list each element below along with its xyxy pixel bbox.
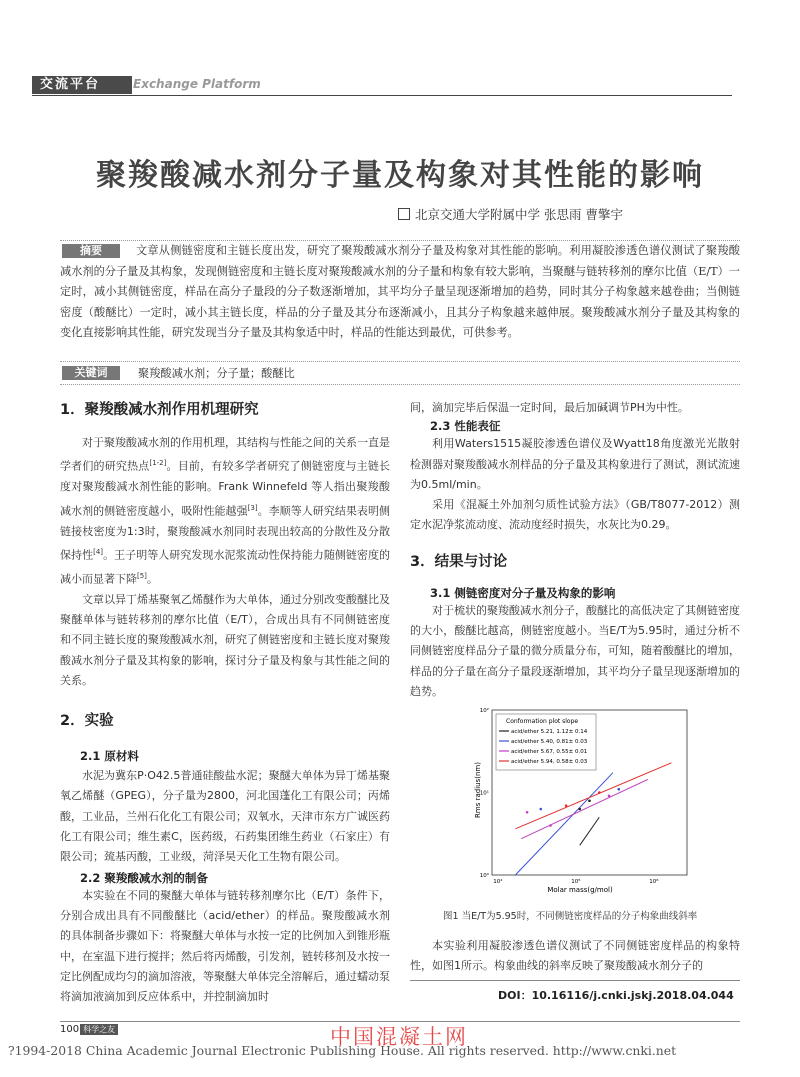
section-2-1-paragraph: 水泥为冀东P·O42.5普通硅酸盐水泥；聚醚大单体为异丁烯基聚氧乙烯醚（GPEG），分子量为2800，河北国蓬化工有限公司；丙烯酸，工业品，兰州石化化工有限公司；双氧水，天津市东方广诚医药化工有限公司；维生素C，医药级，石药集团维生药业（石家庄）有限公司；巯基丙酸，工业级，菏泽昊天化工生物有限公司。 <box>60 769 390 864</box>
x-axis-label: Molar mass(g/mol) <box>547 886 613 894</box>
left-column <box>60 398 390 1007</box>
abstract-bottom-rule <box>60 361 740 362</box>
watermark: 中国混凝土网 <box>330 1025 468 1049</box>
data-point <box>598 791 601 794</box>
data-point <box>539 808 542 811</box>
citation-ref: [1-2] <box>149 459 167 468</box>
legend-entry: acid/ether 5.67, 0.55± 0.01 <box>511 749 588 755</box>
data-point <box>526 811 529 814</box>
section-2-3-paragraph-2: 采用《混凝土外加剂匀质性试验方法》（GB/T8077-2012）测定水泥净浆流动度、流动度经时损失，水灰比为0.29。 <box>410 498 740 532</box>
section-1-paragraph-1: 对于聚羧酸减水剂的作用机理，其结构与性能之间的关系一直是学者们的研究热点[1-2]。目前，有较多学者研究了侧链密度与主链长度对聚羧酸减水剂性能的影响。Frank Winnefeld 等人指出聚羧酸减水剂的侧链密度越小，吸附性能越强[3]。李顺等人研究结果表明侧链接枝密度为1:3时，聚羧酸减水剂同时表现出较高的分散性及分散保持性[4]。王子明等人研究发现水泥浆流动性保持能力随侧链密度的减小而显著下降[5]。 <box>60 436 391 586</box>
figure-1 <box>470 700 700 895</box>
legend-entry: acid/ether 5.40, 0.81± 0.03 <box>511 739 588 745</box>
x-tick-label: 10⁴ <box>493 879 503 885</box>
paper-title: 聚羧酸减水剂分子量及构象对其性能的影响 <box>96 158 704 193</box>
data-point <box>617 788 620 791</box>
y-tick-label: 10¹ <box>479 790 489 797</box>
section-2-3-title: 2.3 性能表征 <box>430 419 501 434</box>
section-1-paragraph-2: 文章以异丁烯基聚氧乙烯醚作为大单体，通过分别改变酸醚比及聚醚单体与链转移剂的摩尔比值（E/T），合成出具有不同侧链密度和不同主链长度的聚羧酸减水剂，研究了侧链密度和主链长度对聚羧酸减水剂分子量及其构象的影响，探讨分子量及构象与其性能之间的关系。 <box>60 592 390 687</box>
keywords-rule <box>60 384 740 385</box>
section-3-title: 3．结果与讨论 <box>410 553 508 570</box>
section-3-1-paragraph: 对于梳状的聚羧酸减水剂分子，酸醚比的高低决定了其侧链密度的大小，酸醚比越高，侧链密度越小。当E/T为5.95时，通过分析不同侧链密度样品分子量的微分质量分布，可知，随着酸醚比的增加，样品的分子量在高分子量段逐渐增加，其平均分子量呈现逐渐增加的趋势。 <box>410 603 740 698</box>
y-axis-label: Rms radius(nm) <box>474 762 482 818</box>
doi-rule <box>410 980 740 981</box>
after-figure <box>410 936 740 977</box>
y-tick-label: 10⁰ <box>479 873 489 879</box>
square-icon <box>398 208 410 220</box>
data-point <box>588 799 591 802</box>
journal-tag: 科学之友 <box>80 1024 118 1035</box>
data-point <box>608 795 611 798</box>
citation-ref: [5] <box>137 571 147 580</box>
data-point <box>565 804 568 807</box>
section-2-1-title: 2.1 原材料 <box>80 749 139 764</box>
page-number <box>60 1024 118 1035</box>
section-2-title: 2．实验 <box>60 713 114 730</box>
keywords-label: 关键词 <box>62 366 120 380</box>
legend-entry: acid/ether 5.21, 1.12± 0.14 <box>511 729 588 735</box>
abstract-text: 文章从侧链密度和主链长度出发，研究了聚羧酸减水剂分子量及构象对其性能的影响。利用凝胶渗透色谱仪测试了聚羧酸减水剂的分子量及其构象，发现侧链密度和主链长度对聚羧酸减水剂的分子量和构象有较大影响，当聚醚与链转移剂的摩尔比值（E/T）一定时，减小其侧链密度，样品在高分子量段的分子数逐渐增加，其平均分子量呈现逐渐增加的趋势，同时其分子构象越来越卷曲；当侧链密度（酸醚比）一定时，减小其主链长度，样品的分子量及其分布逐渐减小，且其分子构象越来越伸展。聚羧酸减水剂分子量及其构象的变化直接影响其性能，研究发现当分子量及其构象适中时，样品的性能达到最优，可供参考。 <box>60 244 740 340</box>
section-1-title: 1．聚羧酸减水剂作用机理研究 <box>60 402 259 418</box>
citation-ref: [3] <box>247 503 258 512</box>
copyright-footer: ?1994-2018 China Academic Journal Electronic Publishing House. All rights reserved. http://www.cnki.net <box>8 1043 677 1058</box>
section-2-3-paragraph-1: 利用Waters1515凝胶渗透色谱仪及Wyatt18角度激光光散射检测器对聚羧酸减水剂样品的分子量及其构象进行了测试，测试流速为0.5ml/min。 <box>410 437 740 491</box>
doi: DOI：10.16116/j.cnki.jskj.2018.04.044 <box>498 989 734 1002</box>
legend-title: Conformation plot slope <box>506 718 579 725</box>
section-label: 交流平台 <box>32 76 132 94</box>
after-figure-paragraph: 本实验利用凝胶渗透色谱仪测试了不同侧链密度样品的构象特性，如图1所示。构象曲线的斜率反映了聚羧酸减水剂分子的 <box>410 939 740 973</box>
figure-caption: 图1 当E/T为5.95时，不同侧链密度样品的分子构象曲线斜率 <box>443 911 698 922</box>
section-2-2-title: 2.2 聚羧酸减水剂的制备 <box>80 870 208 885</box>
section-2-2-paragraph: 本实验在不同的聚醚大单体与链转移剂摩尔比（E/T）条件下，分别合成出具有不同酸醚比（acid/ether）的样品。聚羧酸减水剂的具体制备步骤如下：将聚醚大单体与水按一定的比例加入到锥形瓶中，在室温下进行搅拌；然后将丙烯酸，引发剂，链转移剂及水按一定比例配成均匀的滴加溶液，等聚醚大单体完全溶解后，通过蠕动泵将滴加液滴加到反应体系中，并控制滴加时 <box>60 888 390 1004</box>
x-tick-label: 10⁵ <box>571 879 581 885</box>
page-number-value: 100 <box>60 1024 80 1035</box>
data-point <box>578 808 581 811</box>
author-names: 北京交通大学附属中学 张思雨 曹擎宇 <box>415 207 623 222</box>
section-label-en: Exchange Platform <box>133 77 261 91</box>
citation-ref: [4] <box>93 547 104 556</box>
data-point <box>549 824 552 827</box>
header-rule <box>32 95 732 96</box>
section-3-1-title: 3.1 侧链密度对分子量及构象的影响 <box>430 585 616 600</box>
right-column <box>410 398 740 702</box>
authors <box>398 205 623 223</box>
abstract-label: 摘要 <box>62 244 120 258</box>
x-tick-label: 10⁶ <box>649 879 659 885</box>
conformation-chart <box>470 700 700 895</box>
continued-paragraph: 间，滴加完毕后保温一定时间，最后加碱调节PH为中性。 <box>410 401 689 414</box>
legend-entry: acid/ether 5.94, 0.58± 0.03 <box>511 759 588 765</box>
keywords-text: 聚羧酸减水剂；分子量；酸醚比 <box>138 367 295 380</box>
y-tick-label: 10² <box>479 708 489 714</box>
